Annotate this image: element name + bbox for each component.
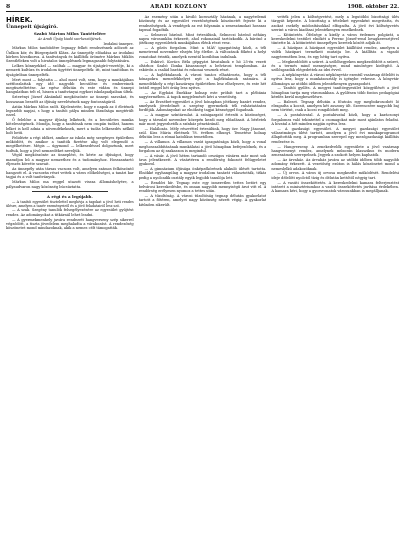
- paragraph: — Selmeczi bárónő. Mint értesülünk, Selmeczi bárónő néhány napra városunkba érkezett, ahol rokonainál tartózkodik. A bárónő a jótékony egyesületek munkájában élénk részt vesz.: [138, 32, 267, 46]
- signature: Irodalmi ünnepre.: [103, 41, 134, 46]
- notice-text: — A tanítói egyesület tisztelettel meghívja a tagokat a jövő heti rendes ülésre, amelyen a tanév eseményeiről és a jövő feladatairól lesz szó.: [6, 199, 134, 208]
- paragraph: Felidézte a régi időket, amikor az iskola még szegényes épületben működött, és amikor a tanítók fizetése alig volt elegendő a megélhetésre. Mégis — úgymond — lelkesedéssel dolgoztunk, mert tudtuk, hogy a jövő nemzedéket neveljük.: [6, 135, 134, 153]
- column-3-paragraphs: [271, 15, 399, 193]
- paragraph: — A vasúti összeköttetés. A kereskedelmi kamara felterjesztést intézett a minisztériumhoz a vasúti összeköttetés javítása érdekében. A kamara kéri, hogy a gyorsvonatok városunkban is megálljanak.: [271, 180, 399, 194]
- paragraph: — Új orvos. A város új orvosa megkezdte működését. Rendelési ideje délelőtt nyolctól tízig és délután kettőtől négyig tart.: [271, 171, 399, 180]
- paragraph: — Halálozás. Mély részvéttel értesülünk, hogy özv. Nagy Jánosné, szül. Kiss Mária életének 78. évében elhunyt. Temetése holnap délután lesz a római katolikus temetőben.: [138, 126, 267, 140]
- paragraph: — A postahivatal. A postahivatal közli, hogy a karácsonyi forgalomra való tekintettel a csomagokat már most ajánlatos feladni. A hivatal a hét minden napján nyitva lesz.: [271, 113, 399, 126]
- paragraph: — A hajléktalanok. A városi tanács elhatározta, hogy a téli hónapokra menedékhelyet nyit a hajléktalanok számára. A menedékhely a régi kaszárnya épületében lesz elhelyezve, és este hét órától reggel hét óráig lesz nyitva.: [138, 73, 267, 90]
- paragraph: — A népkönyvtár. A városi népkönyvtár ezentúl vasárnap délelőtt is nyitva lesz, hogy a munkásosztály is igénybe vehesse. A könyvtár állománya az utóbbi időben jelentékenyen gyarapodott.: [271, 73, 399, 86]
- paragraph: Végül megköszönte az ünneplést, és kérte az ifjúságot, hogy maradjon hű a magyar nemzethez és a tudományhoz. Hosszantartó éljenzés követte szavait.: [6, 153, 134, 166]
- paragraph: — A tűzoltóság. A városi tűzoltóság tegnap délután gyakorlatot tartott a főtéren, amelyet nagy közönség nézett végig. A gyakorlat kitűnően sikerült.: [138, 193, 267, 207]
- paragraph: — A villamos. A villamos vasút igazgatósága közli, hogy a vonal meghosszabbításának munkálatai a jövő hónapban befejeződnek, és a forgalom az új szakaszon is megindul.: [138, 140, 267, 153]
- article-headline: Szabó Márton Milos Tantételére: [33, 31, 106, 36]
- paragraph: Az esemény után a kiváló korosztály házának, a nagyérdemű közönség és az egyesület vezetőségének köszönetét fejezte ki a rendezőségnek. A vendégek az est folyamán a zeneszámokat hosszas tapssal fogadták.: [138, 15, 267, 32]
- issue-date: 1908. október 22.: [347, 4, 399, 10]
- paragraph: — A gyermekmenhely javára rendezett hangverseny szép sikerrel végződött, a tiszta jövedelem meghaladta a várakozást. A rendezőség köszönetet mond mindazoknak, akik a nemes célt támogatták.: [6, 217, 134, 231]
- paragraph: — A gazdasági egyesület. A megyei gazdasági egyesület választmánya ülést tartott, amelyen a jövő évi munkaprogramot állapították meg. A programban szerepel egy mezőgazdasági kiállítás rendezése is.: [271, 126, 399, 144]
- paragraph: Aztán Márkus Milos szólt. Kijelentette, hogy e napok az ő életének legszebb napjai, s hogy a tanítói pálya minden fáradsága megtérült ezzel.: [6, 104, 134, 118]
- notice-title: A régi és a legújabb.: [46, 193, 93, 199]
- paragraph: — Tanítói gyűlés. A megyei tanítóegyesület közgyűlését a jövő hónapban tartja meg városunkban. A gyűlésen több fontos pedagógiai kérdés kerül megbeszélésre.: [271, 86, 399, 100]
- paragraph: Ő felelőse a magyar ifjúság lelkének, és a becsületes munka kötelességének. Mondja, hogy a tanítónak nem csupán tudást, hanem lelket is kell adnia a növendékeknek, mert a tudás lelkesedés nélkül holt betű.: [6, 117, 134, 135]
- paragraph: Az ünnepély után társas vacsora volt, amelyen számos felköszöntő hangzott el. A vacsorán részt vettek a város előkelőségei, a tanári kar tagjai és a volt tanítványok.: [6, 166, 134, 180]
- column-1-paragraphs: [6, 46, 134, 188]
- paragraph: Márkus Milos ma reggel utazott vissza állomáshelyére, a pályaudvaron nagy közönség búcsúztatta.: [6, 180, 134, 189]
- paragraph: — A magyar színtársulat. A színigazgató értesíti a közönséget, hogy a társulat november közepén kezdi meg előadásait. A bérletek már most jegyezhetők a színház pénztáránál.: [138, 113, 267, 126]
- paragraph: — Megkezdődött a szüret. A szőlőhegyeken megkezdődött a szüret, és a termés mind mennyiségre, mind minőségre kielégítő. A szőlősgazdák elégedettek az idei évvel.: [271, 59, 399, 73]
- paragraph: — Hangverseny. A zenekedvelők egyesülete a jövő vasárnap hangversenyt rendez, amelynek műsorán klasszikus és modern zeneszámok szerepelnek. Jegyek a szokott helyen kaphatók.: [271, 144, 399, 158]
- paragraph: — A szak. Szegény tanulók felsegélyezésére az egyesület gyűjtést rendez. Az adományokat a titkárnál lehet leadni.: [6, 208, 134, 217]
- paragraph: Lelkes könnyekkel — szóltak — magyar és újságíró-vezetője, ki a nemzeti kultúra és irodalom ügyéért ünnepelték: itt, mint tanítóban és újságíróban ünnepelték.: [6, 64, 134, 77]
- paragraph: vették jelen a költségvetést, mely a legutóbbi bizottsági ülés tárgyát képezte. A bizottság a tételeket egyenként megvitatta, és azokat csekély módosításokkal elfogadta. A jövő évi költségvetés szerint a város kiadásai jelentékenyen emelkednek.: [271, 15, 399, 32]
- column-2-paragraphs: [139, 15, 267, 207]
- paragraph: Márkus Milos tanítóidére legnagy felkéi rendezésnek adózott az Ünlkon kör, és Bürgerpárdt Klára. Az ünnepély előadása az irodalmi körben hivatkozva. A tanítványok és kiállítók örömére Márkus Miklós Szentléleken volt a hivatalos ünneplésnek legmagasabb folytatására.: [6, 46, 134, 64]
- paper-title: ARADI KÖZLÖNY: [150, 4, 208, 10]
- section-subtitle: Ünnepeit újságíró.: [6, 24, 58, 30]
- masthead: [6, 4, 399, 12]
- paragraph: — A háziipar. A háziipari egyesület kiállítást rendez, amelyen a vidék háziipari termékeit mutatja be. A kiállítás a vigadó nagytermében lesz, és egy hétig tart nyitva.: [271, 46, 399, 59]
- paragraph: — Kitüntetés. Őfelsége a király a város érdemes polgárát, a kereskedelmi testület elnökét a Ferenc József-rend lovagkeresztjével tüntette ki. A kitüntetést ünnepélyes keretek között adják át.: [271, 32, 399, 46]
- column-1-paragraphs-2: [6, 208, 134, 230]
- newspaper-page: [6, 4, 399, 549]
- divider: [32, 191, 109, 192]
- paragraph: Szterényi József Aksámkál megköszönte az ünnepi szavakat, és hosszasan beszélt az ifjúság nevelésének nagy fontosságáról.: [6, 95, 134, 104]
- paragraph: — A gőzös forgalom. Mint a MÁV igazgatóság közli, a téli menetrend november elsején lép életbe. A változások főként a helyi vonatokat érintik, amelyek ezentúl korábban indulnak.: [138, 46, 267, 59]
- dedication: Az Aradi Újság kiadó szerkesztőjének.: [37, 37, 102, 41]
- paragraph: — A vásár. A jövő héten tartandó országos vásárra már most sok árus jelentkezett. A vásártéren a rendőrség fokozott felügyeletet gyakorol.: [138, 153, 267, 167]
- paragraph: — Esküvő. Kovács Béla gépgyári hivatalnok e hó 25-én vezeti oltárhoz Szabó Ilonka kisasszonyt a belvárosi templomban. Az esküvőn a család barátai és rokonai vesznek részt.: [138, 59, 267, 73]
- paragraph: — Az Erzsébet-egyesület a jövő hónapban jótékony bazárt rendez, amelynek jövedelmét a szegény gyermekek téli ruháztatására fordítják. Adományokat az elnökség tagjai készséggel fogadnak.: [138, 99, 267, 113]
- paragraph: — Rendőri hír. Tegnap este egy ismeretlen tettes betört egy belvárosi kereskedésbe, és onnan nagyobb mennyiségű árut vitt el. A rendőrség erélyesen nyomoz a tettes után.: [138, 180, 267, 194]
- column-2: [139, 15, 267, 549]
- section-title: HÍREK.: [6, 16, 33, 24]
- column-1: [6, 15, 134, 549]
- page-number: 8: [6, 4, 11, 10]
- columns: [6, 15, 399, 549]
- paragraph: — Az árvaház. Az árvaház javára az utóbbi időben több nagyobb adomány érkezett. A vezetőség ezúton is hálás köszönetet mond a nemeslelkű adakozóknak.: [271, 157, 399, 171]
- paragraph: — Az Egyházi Énekkar holnap este próbát tart a plébánia nagytermében. A tagok megjelenését kéri a vezetőség.: [138, 90, 267, 100]
- paragraph: — Baleset. Tegnap délután a főutcán egy megbokrosodott ló elragadta a kocsit, amelyen két asszony ült. Szerencsére nagyobb baj nem történt, csak a kocsi rongálódott meg.: [271, 99, 399, 113]
- column-3: [271, 15, 399, 549]
- paragraph: Mert most — folytatta — ahol most volt, sem, hogy a munkájában szétfoszlattak egy idő nagyobb becsülése és embereinek megtiszteltetése. Az egész délután és este vidám és ünnepi hangulatban telt el, hiszen a tanítványai egykori iskolapadjaiban ültek.: [6, 77, 134, 95]
- paragraph: — A gimnázium ifjúsága önképzőkörének alakuló ülését tartotta. Elnökké egyhangúlag a magyar irodalom tanárát választották, titkár pedig a nyolcadik osztály egyik legjobb tanulója lett.: [138, 167, 267, 180]
